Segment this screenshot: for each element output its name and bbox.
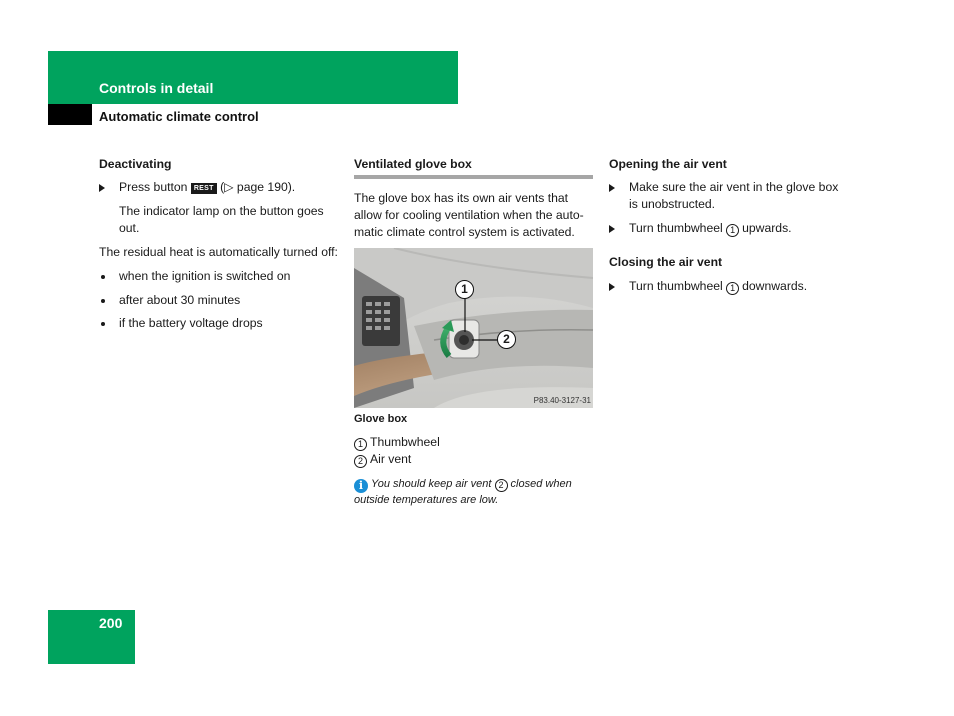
- callout-2-marker: 2: [497, 330, 516, 349]
- column-deactivating: [99, 156, 339, 332]
- list-item: when the ignition is switched on: [99, 268, 339, 285]
- step-press-button: Press button REST (▷ page 190).: [99, 179, 339, 196]
- section-title: Controls in detail: [99, 80, 214, 96]
- subsection-title: Automatic climate control: [99, 109, 259, 124]
- black-tab: [48, 104, 92, 125]
- bullet-icon: [101, 275, 105, 279]
- figure-caption: Glove box: [354, 413, 408, 425]
- column-air-vent: [609, 156, 849, 295]
- number-2-icon: 2: [354, 455, 367, 468]
- step-arrow-icon: [609, 184, 615, 192]
- column-glove-box: [354, 156, 593, 508]
- step-note: The indicator lamp on the button goes out.: [119, 204, 324, 235]
- residual-heat-para: The residual heat is automatically turned off:: [99, 245, 338, 259]
- step-arrow-icon: [609, 225, 615, 233]
- step-turn-downwards: Turn thumbwheel 1 downwards.: [609, 278, 849, 295]
- number-2-icon: 2: [495, 479, 508, 492]
- step-unobstructed: Make sure the air vent in the glove box is unobstructed.: [609, 179, 849, 213]
- legend-item: 1 Thumbwheel: [354, 434, 593, 451]
- step-arrow-icon: [99, 184, 105, 192]
- glove-box-para: The glove box has its own air vents that allow for cooling ventilation when the auto-matic climate control system is activated.: [354, 191, 584, 239]
- step-arrow-icon: [609, 283, 615, 291]
- list-item: after about 30 minutes: [99, 292, 339, 309]
- info-icon: i: [354, 479, 368, 493]
- list-item: if the battery voltage drops: [99, 315, 339, 332]
- bullet-icon: [101, 322, 105, 326]
- bullet-icon: [101, 299, 105, 303]
- heading-opening-air-vent: Opening the air vent: [609, 157, 727, 171]
- callout-1-marker: 1: [455, 280, 474, 299]
- heading-ventilated-glove-box: Ventilated glove box: [354, 157, 472, 171]
- number-1-icon: 1: [726, 224, 739, 237]
- page-number: 200: [99, 615, 123, 631]
- legend-item: 2 Air vent: [354, 451, 593, 468]
- heading-deactivating: Deactivating: [99, 157, 172, 171]
- figure-code: P83.40-3127-31: [533, 396, 591, 405]
- heading-closing-air-vent: Closing the air vent: [609, 255, 723, 269]
- step-turn-upwards: Turn thumbwheel 1 upwards.: [609, 220, 849, 237]
- info-note: i You should keep air vent 2 closed when outside temperatures are low.: [354, 478, 572, 506]
- heading-rule: [354, 175, 593, 179]
- rest-button-icon: REST: [191, 183, 217, 194]
- number-1-icon: 1: [726, 282, 739, 295]
- glove-box-figure: [354, 248, 593, 408]
- number-1-icon: 1: [354, 438, 367, 451]
- glove-box-photo: [354, 248, 593, 408]
